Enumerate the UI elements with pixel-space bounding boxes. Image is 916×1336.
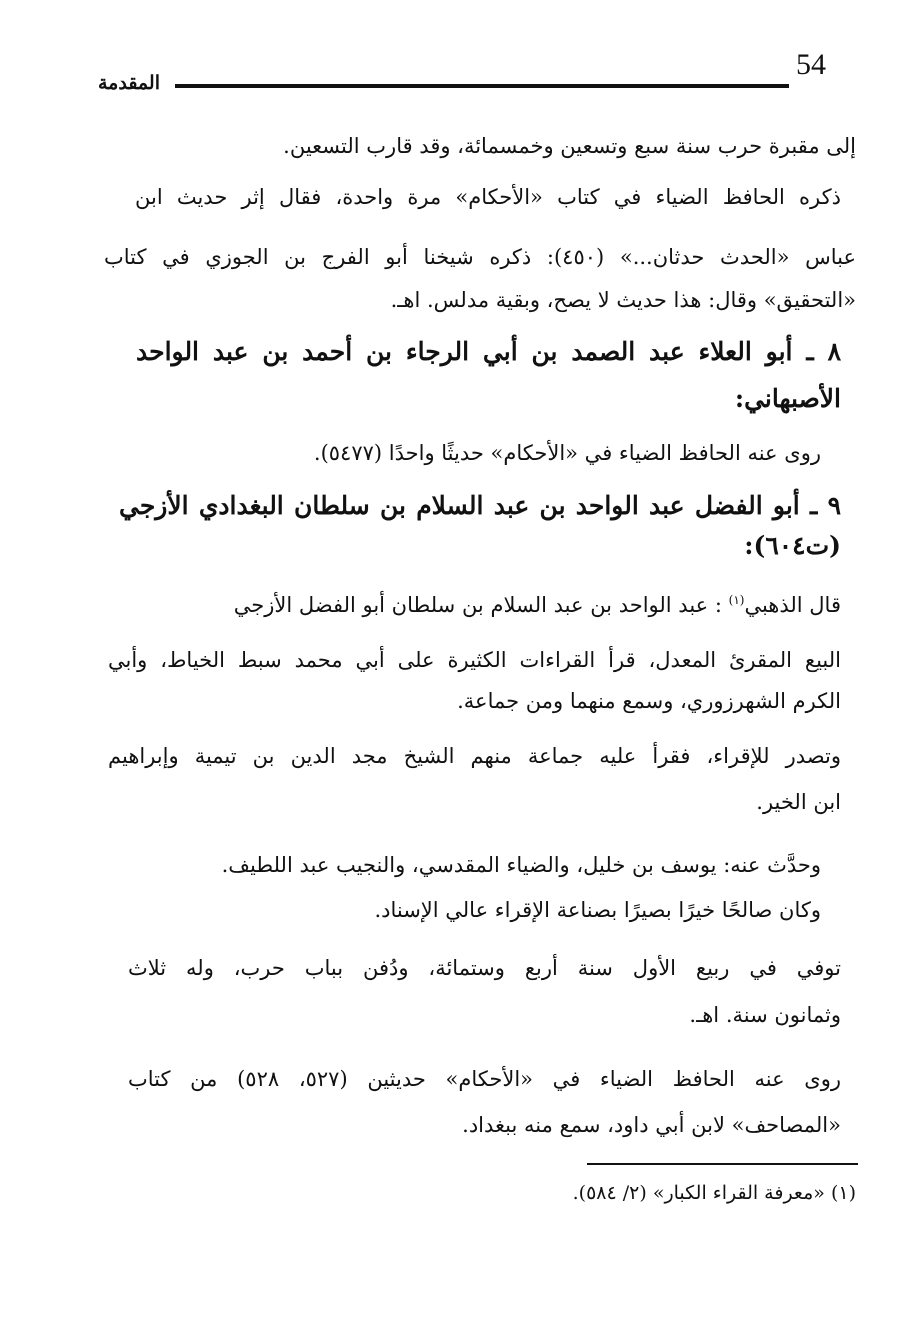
footnote-separator	[587, 1163, 858, 1165]
entry-heading: الأصبهاني:	[734, 384, 841, 413]
footnote-ref: (١)	[728, 593, 745, 607]
paragraph-line: البيع المقرئ المعدل، قرأ القراءات الكثيرة على أبي محمد سبط الخياط، وأبي	[108, 648, 841, 672]
entry-heading: ٩ ـ أبو الفضل عبد الواحد بن عبد السلام بن سلطان البغدادي الأزجي	[119, 491, 841, 520]
running-header-title: المقدمة	[97, 72, 160, 94]
page-number: 54	[796, 48, 826, 81]
header-rule	[175, 84, 789, 88]
quote-source: قال الذهبي	[744, 593, 841, 617]
paragraph-line: روى عنه الحافظ الضياء في «الأحكام» حديثًا واحدًا (٥٤٧٧).	[313, 441, 821, 465]
paragraph-line: الكرم الشهرزوري، وسمع منهما ومن جماعة.	[457, 689, 841, 713]
footnote: (١) «معرفة القراء الكبار» (٢/ ٥٨٤).	[572, 1182, 856, 1204]
paragraph-line	[234, 588, 841, 622]
paragraph-line: وتصدر للإقراء، فقرأ عليه جماعة منهم الشيخ مجد الدين بن تيمية وإبراهيم	[108, 744, 841, 768]
paragraph-line: روى عنه الحافظ الضياء في «الأحكام» حديثين (٥٢٧، ٥٢٨) من كتاب	[128, 1067, 842, 1091]
entry-heading: ٨ ـ أبو العلاء عبد الصمد بن أبي الرجاء بن أحمد بن عبد الواحد	[136, 337, 841, 366]
paragraph-line: «التحقيق» وقال: هذا حديث لا يصح، وبقية مدلس. اهـ.	[390, 288, 856, 312]
paragraph-line: ابن الخير.	[756, 790, 841, 814]
paragraph-line: «المصاحف» لابن أبي داود، سمع منه ببغداد.	[462, 1113, 841, 1137]
paragraph-line: وحدَّث عنه: يوسف بن خليل، والضياء المقدسي، والنجيب عبد اللطيف.	[221, 853, 821, 877]
paragraph-line: وثمانون سنة. اهـ.	[689, 1003, 841, 1027]
paragraph-line: توفي في ربيع الأول سنة أربع وستمائة، ودُفن بباب حرب، وله ثلاث	[128, 956, 841, 980]
paragraph-line: إلى مقبرة حرب سنة سبع وتسعين وخمسمائة، وقد قارب التسعين.	[283, 134, 856, 158]
paragraph-line: وكان صالحًا خيرًا بصيرًا بصناعة الإقراء عالي الإسناد.	[374, 898, 821, 922]
entry-heading: (ت٦٠٤):	[744, 531, 841, 560]
quote-text: : عبد الواحد بن عبد السلام بن سلطان أبو الفضل الأزجي	[233, 593, 729, 617]
paragraph-line: ذكره الحافظ الضياء في كتاب «الأحكام» مرة واحدة، فقال إثر حديث ابن	[135, 185, 841, 209]
paragraph-line: عباس «الحدث حدثان...» (٤٥٠): ذكره شيخنا أبو الفرج بن الجوزي في كتاب	[104, 245, 857, 269]
